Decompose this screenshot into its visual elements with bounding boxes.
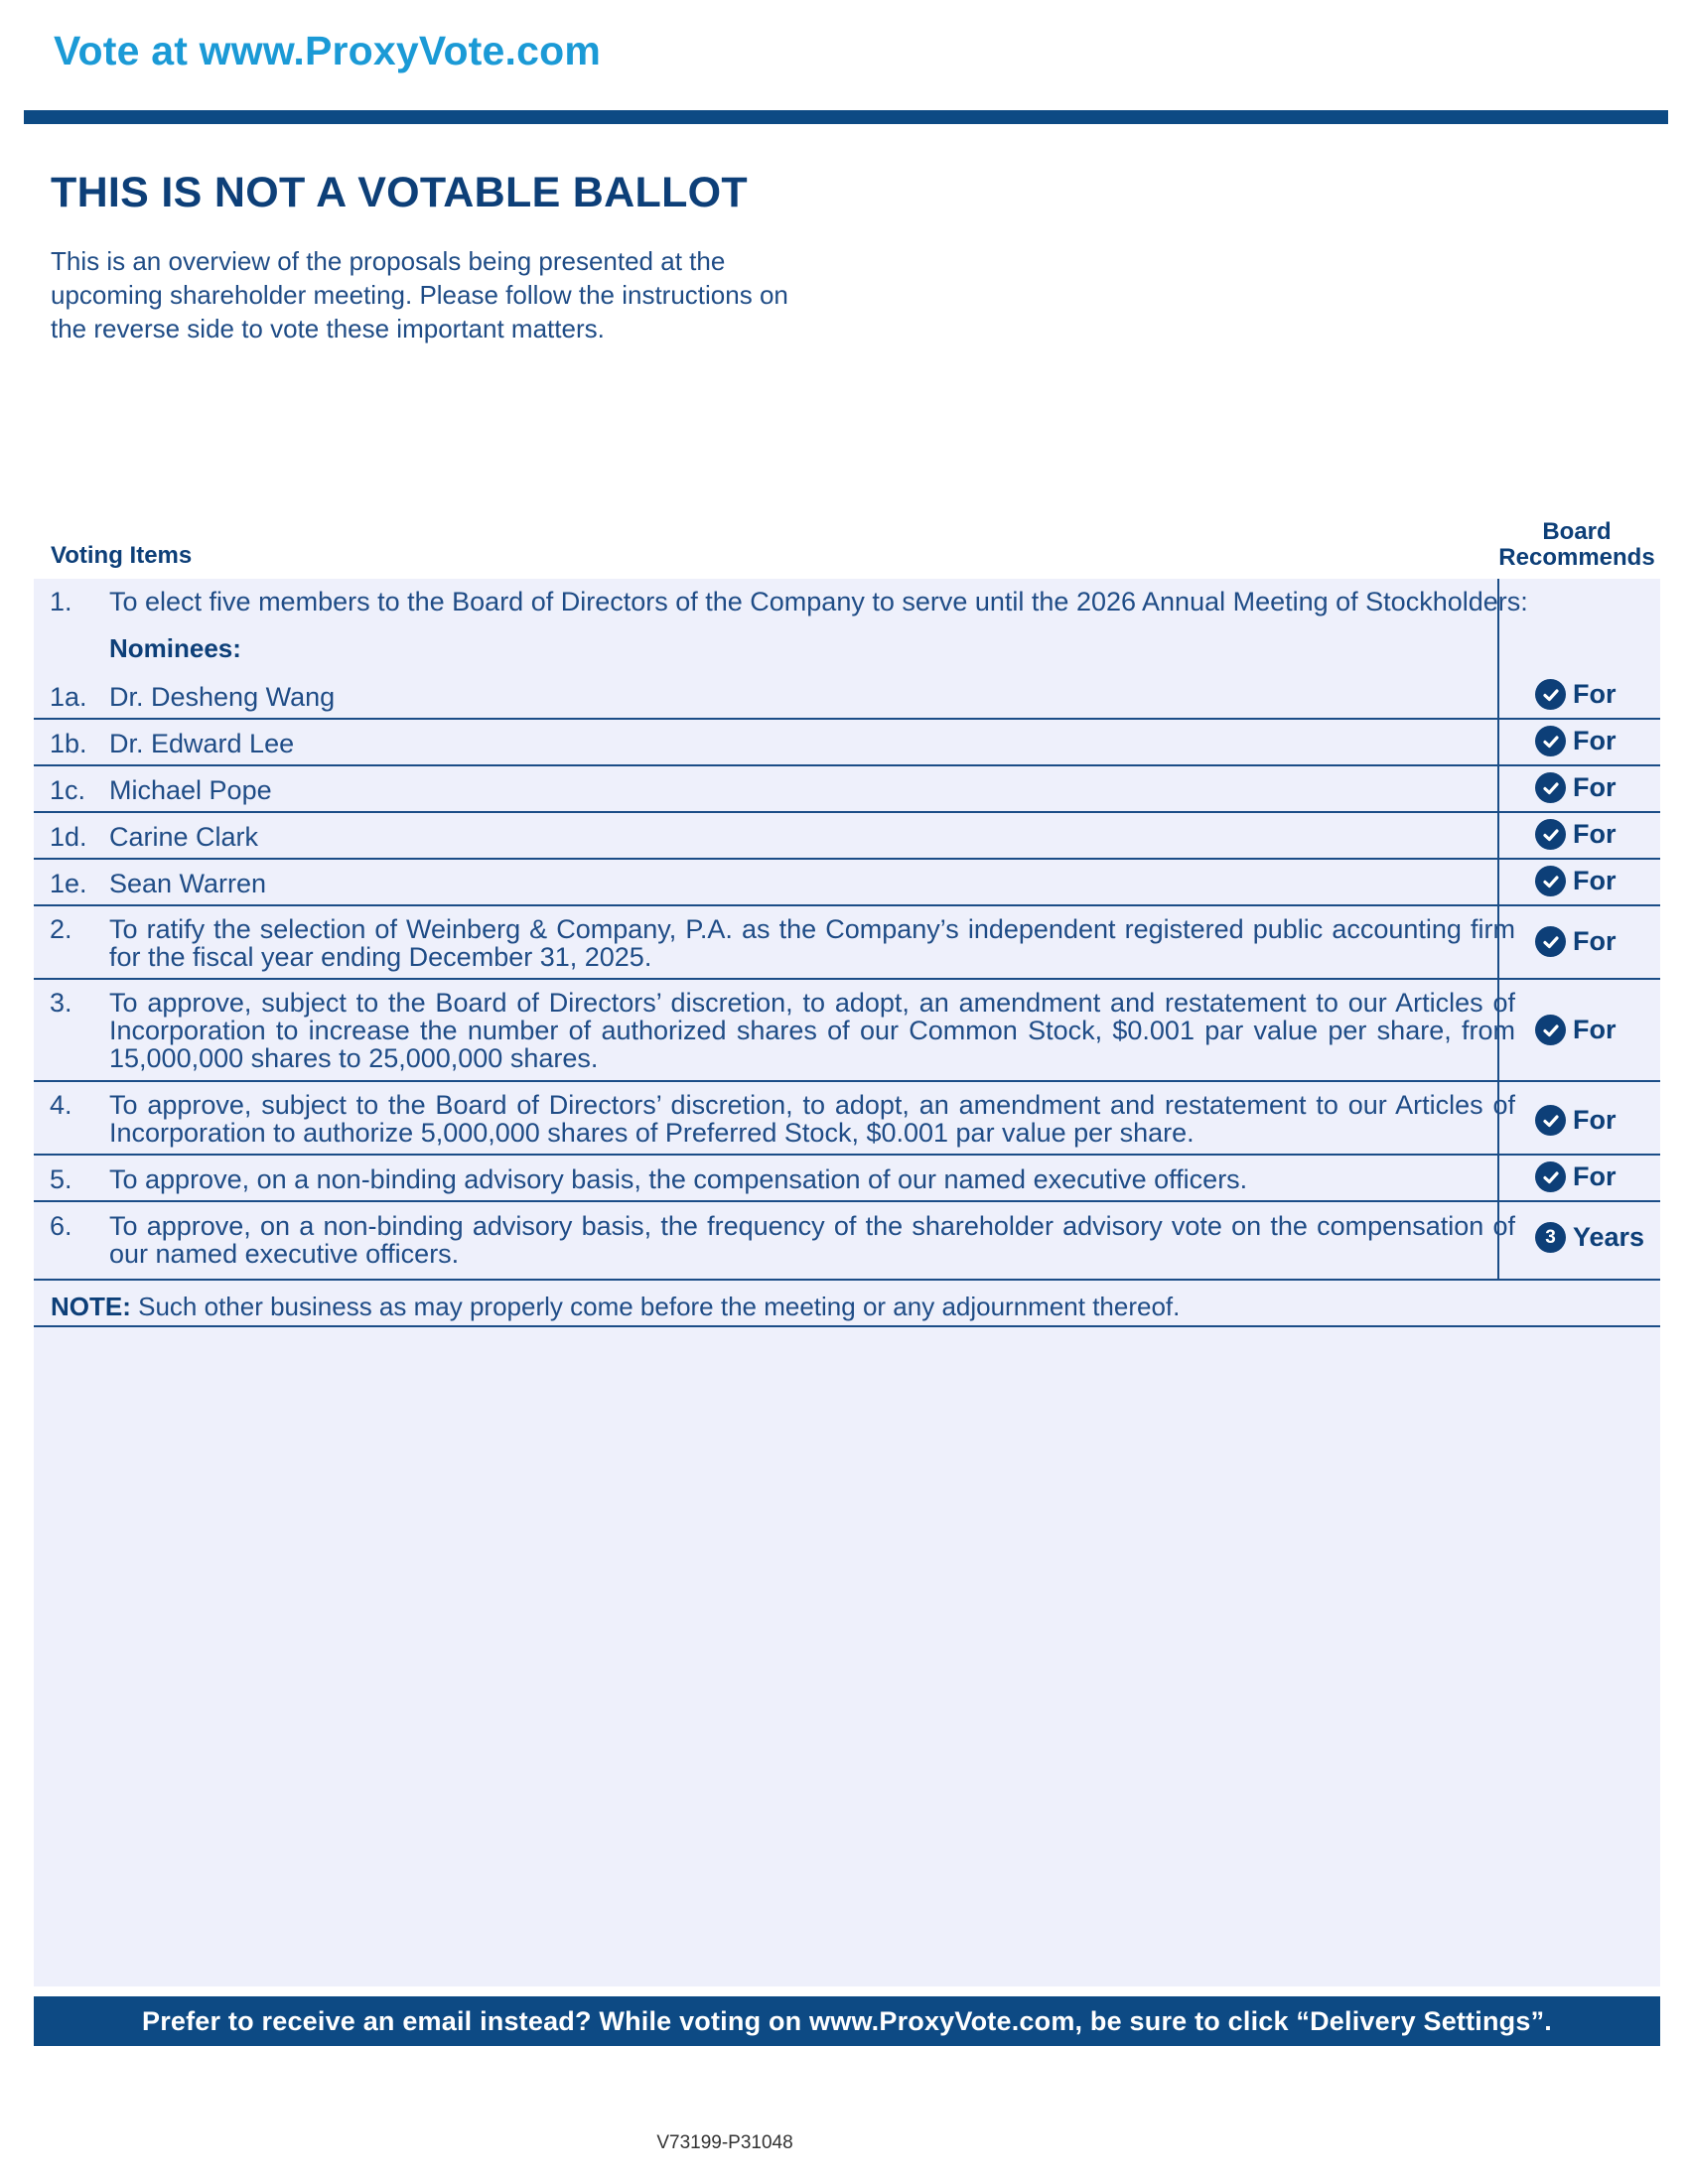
note-label: NOTE: <box>51 1292 131 1321</box>
intro-paragraph <box>51 244 865 345</box>
proposal-text-line: To ratify the selection of Weinberg & Company, P.A. as the Company’s independent registered public accounting firm <box>109 914 1515 944</box>
note-row <box>51 1292 1180 1322</box>
nominee-name: Michael Pope <box>109 775 272 805</box>
recommendation-label: For <box>1573 1105 1617 1135</box>
recommendation-label: Years <box>1573 1222 1645 1252</box>
recommendation <box>1497 679 1660 710</box>
frequency-badge-number: 3 <box>1545 1226 1556 1248</box>
recommendation <box>1497 726 1660 756</box>
page-title: THIS IS NOT A VOTABLE BALLOT <box>51 169 748 216</box>
proposal-text <box>109 915 1515 971</box>
proposal-number: 5. <box>50 1164 72 1194</box>
proposal-row-6 <box>34 1202 1660 1280</box>
recommendation <box>1497 1105 1660 1136</box>
nominee-number: 1a. <box>50 682 87 712</box>
recommendation-label: For <box>1573 819 1617 849</box>
nominee-number: 1c. <box>50 775 86 805</box>
recommendation <box>1497 866 1660 896</box>
voting-items-header: Voting Items <box>51 542 193 569</box>
proposal-row-5 <box>34 1156 1660 1201</box>
note-text: Such other business as may properly come before the meeting or any adjournment thereof. <box>138 1292 1181 1321</box>
nominee-row <box>34 766 1660 812</box>
check-icon <box>1535 819 1566 850</box>
banner-text: Prefer to receive an email instead? While voting on www.ProxyVote.com, be sure to click “Delivery Settings”. <box>141 2005 1552 2036</box>
intro-line: This is an overview of the proposals being presented at the <box>51 246 726 276</box>
recommendation-label: For <box>1573 1015 1617 1044</box>
recommendation <box>1497 1015 1660 1045</box>
proposal-text <box>109 1091 1515 1147</box>
nominee-number: 1d. <box>50 822 87 852</box>
header-divider <box>24 110 1668 124</box>
proposal-row-3 <box>34 980 1660 1079</box>
proposal-text <box>109 1165 1515 1193</box>
nominee-row <box>34 673 1660 719</box>
proposal-number: 6. <box>50 1211 72 1241</box>
check-icon <box>1535 866 1566 896</box>
recommendation-label: For <box>1573 726 1617 755</box>
proxyvote-link-header[interactable]: Vote at www.ProxyVote.com <box>54 28 602 73</box>
nominee-row <box>34 860 1660 905</box>
proposal-number: 4. <box>50 1090 72 1120</box>
recommendation-label: For <box>1573 1161 1617 1191</box>
recommendation <box>1497 926 1660 957</box>
nominee-name: Sean Warren <box>109 869 267 898</box>
nominee-name: Carine Clark <box>109 822 259 852</box>
intro-line: the reverse side to vote these important matters. <box>51 314 605 343</box>
proposal-text-line: Incorporation to increase the number of authorized shares of our Common Stock, $0.001 par value per share, from <box>109 1016 1515 1045</box>
proposal-text-line: To approve, on a non-binding advisory basis, the frequency of the shareholder advisory vote on the compensation of <box>109 1211 1515 1241</box>
check-icon <box>1535 1161 1566 1192</box>
note-divider <box>34 1325 1660 1327</box>
recommendation <box>1497 772 1660 803</box>
proposal-number: 2. <box>50 914 72 944</box>
check-icon <box>1535 1105 1566 1136</box>
board-header-line: Board <box>1542 518 1612 545</box>
check-icon <box>1535 1015 1566 1045</box>
row-divider <box>34 1279 1660 1281</box>
nominee-row <box>34 720 1660 765</box>
proposal-number: 1. <box>50 587 72 616</box>
nominee-name: Dr. Edward Lee <box>109 729 295 758</box>
proposal-row-4 <box>34 1082 1660 1154</box>
proposal-text-line: To approve, subject to the Board of Directors’ discretion, to adopt, an amendment and restatement to our Articles of <box>109 1090 1515 1120</box>
recommendation-label: For <box>1573 926 1617 956</box>
check-icon <box>1535 679 1566 710</box>
proposal-text-line: Incorporation to authorize 5,000,000 shares of Preferred Stock, $0.001 par value per share. <box>109 1118 1195 1148</box>
nominee-number: 1e. <box>50 869 87 898</box>
proposal-text <box>109 989 1515 1072</box>
board-recommends-header <box>1487 519 1666 571</box>
proposal-text <box>109 1212 1515 1268</box>
recommendation-label: For <box>1573 772 1617 802</box>
proposal-text-line: To approve, subject to the Board of Directors’ discretion, to adopt, an amendment and restatement to our Articles of <box>109 988 1515 1018</box>
proposal-text-line: our named executive officers. <box>109 1239 460 1269</box>
document-code: V73199-P31048 <box>656 2132 793 2153</box>
proposal-row-2 <box>34 906 1660 978</box>
recommendation-label: For <box>1573 866 1617 895</box>
nominee-row <box>34 813 1660 859</box>
proposal-text-line: To approve, on a non-binding advisory basis, the compensation of our named executive officers. <box>109 1164 1248 1194</box>
intro-line: upcoming shareholder meeting. Please follow the instructions on <box>51 280 788 310</box>
nominee-name: Dr. Desheng Wang <box>109 682 336 712</box>
nominees-label: Nominees: <box>109 633 241 663</box>
check-icon <box>1535 726 1566 756</box>
recommendation-label: For <box>1573 679 1617 709</box>
recommendation <box>1497 819 1660 850</box>
frequency-badge-icon <box>1535 1222 1566 1253</box>
proposal-text-line: 15,000,000 shares to 25,000,000 shares. <box>109 1043 599 1073</box>
check-icon <box>1535 926 1566 957</box>
recommendation <box>1497 1222 1660 1253</box>
delivery-settings-banner <box>34 1996 1660 2046</box>
board-header-line: Recommends <box>1498 544 1655 571</box>
proposal-text-line: for the fiscal year ending December 31, 2025. <box>109 942 652 972</box>
nominee-number: 1b. <box>50 729 87 758</box>
check-icon <box>1535 772 1566 803</box>
proposal-number: 3. <box>50 988 72 1018</box>
recommendation <box>1497 1161 1660 1192</box>
proposal-text: To elect five members to the Board of Directors of the Company to serve until the 2026 Annual Meeting of Stockholders: <box>109 587 1528 616</box>
